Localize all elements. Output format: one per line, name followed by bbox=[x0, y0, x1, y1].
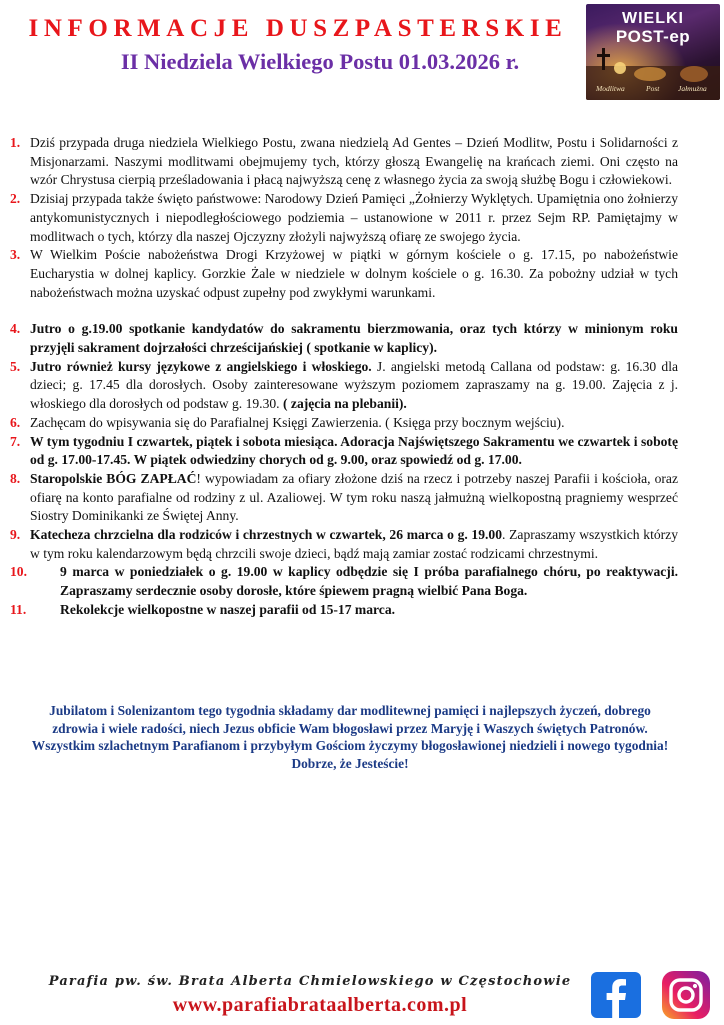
item-number: 3. bbox=[10, 247, 21, 263]
item-text-segment: W tym tygodniu I czwartek, piątek i sobota miesiąca. Adoracja Najświętszego Sakramentu we czwartek i sobotę od g. 17.00-17.45. W piątek odwiedziny chorych od g. 9.00, oraz spowiedź od g. 17.00. bbox=[30, 433, 678, 468]
item-number: 4. bbox=[10, 321, 21, 337]
item-text bbox=[60, 564, 678, 598]
announcement-item bbox=[10, 470, 678, 526]
item-text bbox=[30, 135, 678, 187]
item-text bbox=[30, 415, 564, 430]
item-text bbox=[30, 359, 678, 411]
page-subtitle: II Niedziela Wielkiego Postu 01.03.2026 r. bbox=[120, 49, 520, 74]
list-spacer bbox=[10, 302, 678, 320]
item-text bbox=[60, 602, 395, 617]
banner-word: Jałmużna bbox=[678, 84, 707, 93]
announcement-item bbox=[10, 358, 678, 414]
item-text bbox=[30, 247, 678, 299]
parish-name: Parafia pw. św. Brata Alberta Chmielowskiego w Częstochowie bbox=[48, 974, 572, 989]
item-text-segment: Staropolskie BÓG ZAPŁAĆ bbox=[30, 470, 197, 486]
item-number: 1. bbox=[10, 135, 21, 150]
item-number: 10. bbox=[10, 564, 27, 580]
announcement-item bbox=[10, 601, 678, 620]
blessing-text: Jubilatom i Solenizantom tego tygodnia składamy dar modlitewnej pamięci i najlepszych życzeń, dobrego zdrowia i wiele radości, niech Jezus obficie Wam błogosławi przez Maryję i Waszych świętych Patronów. Wszystkim szlachetnym Parafianom i przybyłym Gościom życzymy błogosławionej niedzieli i nowego tygodnia! Dobrze, że Jesteście! bbox=[31, 703, 669, 771]
announcement-item bbox=[10, 246, 678, 302]
item-text-segment: . Zapraszamy wszystkich którzy w tym roku kalendarzowym będą chrzcili swoje dzieci, bądź mają zamiar zostać rodzicami chrzestnymi. bbox=[30, 527, 679, 561]
item-text-segment: ! wypowiadam za ofiary złożone dziś na rzecz i potrzeby naszej Parafii i kościoła, oraz ofiarę na konto parafialne od rodziny z ul. Azaliowej. W tym roku naszą jałmużną wielkopostną pragniemy wesprzeć Siostry Dominikanki ze Świętej Anny. bbox=[30, 470, 678, 524]
lent-banner-image bbox=[586, 4, 720, 100]
item-number: 2. bbox=[10, 191, 21, 207]
announcement-item bbox=[10, 190, 678, 246]
announcement-item bbox=[10, 433, 678, 470]
item-text-segment: Rekolekcje wielkopostne w naszej parafii od 15-17 marca. bbox=[60, 601, 396, 617]
item-text bbox=[30, 471, 678, 523]
item-text-segment: Dziś przypada druga niedziela Wielkiego Postu, zwana niedzielą Ad Gentes – Dzień Modlitw, Postu i Solidarności z Misjonarzami. Naszymi modlitwami obejmujemy tych, którzy głoszą Ewangelię na krańcach ziemi. Oni często na wzór Chrystusa cierpią prześladowania i płacą najwyższą cenę z własnego życia za swoją służbę Bogu i człowiekowi. bbox=[30, 135, 678, 188]
item-text-segment: W Wielkim Poście nabożeństwa Drogi Krzyżowej w piątki w górnym kościele o g. 17.15, po nabożeństwie Eucharystia w dolnej kaplicy. Gorzkie Żale w niedziele w dolnym kościele o g. 16.30. Za pobożny udział w tych nabożeństwach można uzyskać odpust zupełny pod zwykłymi warunkami. bbox=[30, 247, 678, 300]
item-text-segment: Dzisiaj przypada także święto państwowe: Narodowy Dzień Pamięci „Żołnierzy Wyklętych. Upamiętnia ono żołnierzy antykomunistycznych i niepodległościowego podziemia – ustanowione w 2011 r. przez Sejm RP. Pamiętajmy w modlitwach o tych, którzy dla naszej Ojczyzny złożyli najwyższą ofiarę ze swojego życia. bbox=[30, 191, 678, 244]
banner-word: Modlitwa bbox=[596, 84, 625, 93]
item-number: 5. bbox=[10, 358, 21, 374]
item-text bbox=[30, 527, 678, 561]
item-text-segment: Jutro również kursy językowe z angielskiego i włoskiego. bbox=[30, 358, 372, 374]
item-text bbox=[30, 321, 678, 355]
page-title: INFORMACJE DUSZPASTERSKIE bbox=[28, 15, 568, 42]
banner-line-2: POST-ep bbox=[615, 27, 691, 46]
item-number: 8. bbox=[10, 470, 21, 486]
item-text-segment: Katecheza chrzcielna dla rodziców i chrzestnych w czwartek, 26 marca o g. 19.00 bbox=[30, 527, 503, 543]
instagram-icon[interactable] bbox=[660, 970, 712, 1020]
announcement-item bbox=[10, 526, 678, 563]
item-text-segment: ( zajęcia na plebanii). bbox=[282, 396, 407, 412]
announcement-item bbox=[10, 134, 678, 190]
item-text-segment: 9 marca w poniedziałek o g. 19.00 w kaplicy odbędzie się I próba parafialnego chóru, po reaktywacji. Zapraszamy serdecznie osoby dorosłe, które śpiewem pragną wielbić Pana Boga. bbox=[60, 564, 678, 599]
website-link[interactable]: www.parafiabrataalberta.com.pl bbox=[172, 994, 468, 1016]
item-number: 9. bbox=[10, 527, 21, 543]
announcement-item bbox=[10, 320, 678, 357]
item-number: 7. bbox=[10, 433, 21, 449]
banner-line-1: WIELKI bbox=[622, 10, 684, 27]
item-text-segment: Jutro o g.19.00 spotkanie kandydatów do sakramentu bierzmowania, oraz tych którzy w minionym roku przyjęli sakrament dojrzałości chrześcijańskiej ( spotkanie w kaplicy). bbox=[30, 321, 678, 356]
item-number: 11. bbox=[10, 601, 27, 617]
item-number: 6. bbox=[10, 414, 21, 430]
banner-word: Post bbox=[646, 84, 660, 93]
item-text bbox=[30, 191, 678, 243]
item-text-segment: J. angielski metodą Callana od podstaw: g. 16.30 dla dzieci; g. 17.45 dla dorosłych. Osoby zainteresowane wyższym poziomem zapraszamy na g. 19.00. Zajęcia z j. włoskiego dla dorosłych od podstaw g. 19.30. bbox=[30, 358, 679, 412]
announcements-list bbox=[10, 134, 678, 620]
item-text bbox=[30, 434, 678, 468]
announcement-item bbox=[10, 414, 678, 433]
item-text-segment: Zachęcam do wpisywania się do Parafialnej Księgi Zawierzenia. ( Księga przy bocznym wejściu). bbox=[30, 414, 565, 430]
announcement-item bbox=[10, 563, 678, 600]
facebook-icon[interactable] bbox=[588, 970, 644, 1020]
